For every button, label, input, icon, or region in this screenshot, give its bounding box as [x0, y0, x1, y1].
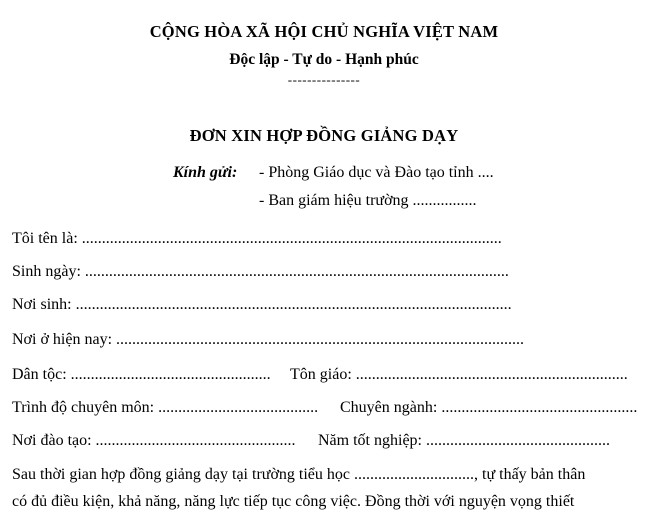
field-name: Tôi tên là: ......................................................................................................... [12, 230, 502, 247]
country-heading: CỘNG HÒA XÃ HỘI CHỦ NGHĨA VIỆT NAM [149, 22, 499, 41]
motto: Độc lập - Tự do - Hạnh phúc [229, 51, 419, 68]
salutation-label: Kính gửi: [173, 164, 238, 181]
field-residence: Nơi ở hiện nay: ...................................................................................................... [12, 331, 525, 348]
field-birthplace: Nơi sinh: ............................................................................................................. [12, 296, 512, 313]
field-dob: Sinh ngày: .......................................................................................................... [12, 263, 509, 280]
field-training-place: Nơi đào tạo: .................................................. [12, 432, 296, 449]
header-separator: --------------- [287, 72, 361, 87]
recipient-1: - Phòng Giáo dục và Đào tạo tỉnh .... [259, 164, 494, 181]
field-ethnicity: Dân tộc: .................................................. [12, 366, 271, 383]
field-religion: Tôn giáo: .................................................................... [290, 366, 628, 383]
field-graduation-year: Năm tốt nghiệp: .............................................. [318, 432, 610, 449]
field-qualification: Trình độ chuyên môn: ........................................ [12, 399, 319, 416]
document-title: ĐƠN XIN HỢP ĐỒNG GIẢNG DẠY [189, 126, 459, 145]
body-line-1: Sau thời gian hợp đồng giảng dạy tại trường tiểu học .............................., tự thấy bản thân [12, 466, 586, 483]
field-major: Chuyên ngành: ................................................. [340, 399, 638, 416]
recipient-2: - Ban giám hiệu trường ................ [259, 192, 477, 209]
body-line-2: có đủ điều kiện, khả năng, năng lực tiếp tục công việc. Đồng thời với nguyện vọng thiết [12, 493, 575, 510]
